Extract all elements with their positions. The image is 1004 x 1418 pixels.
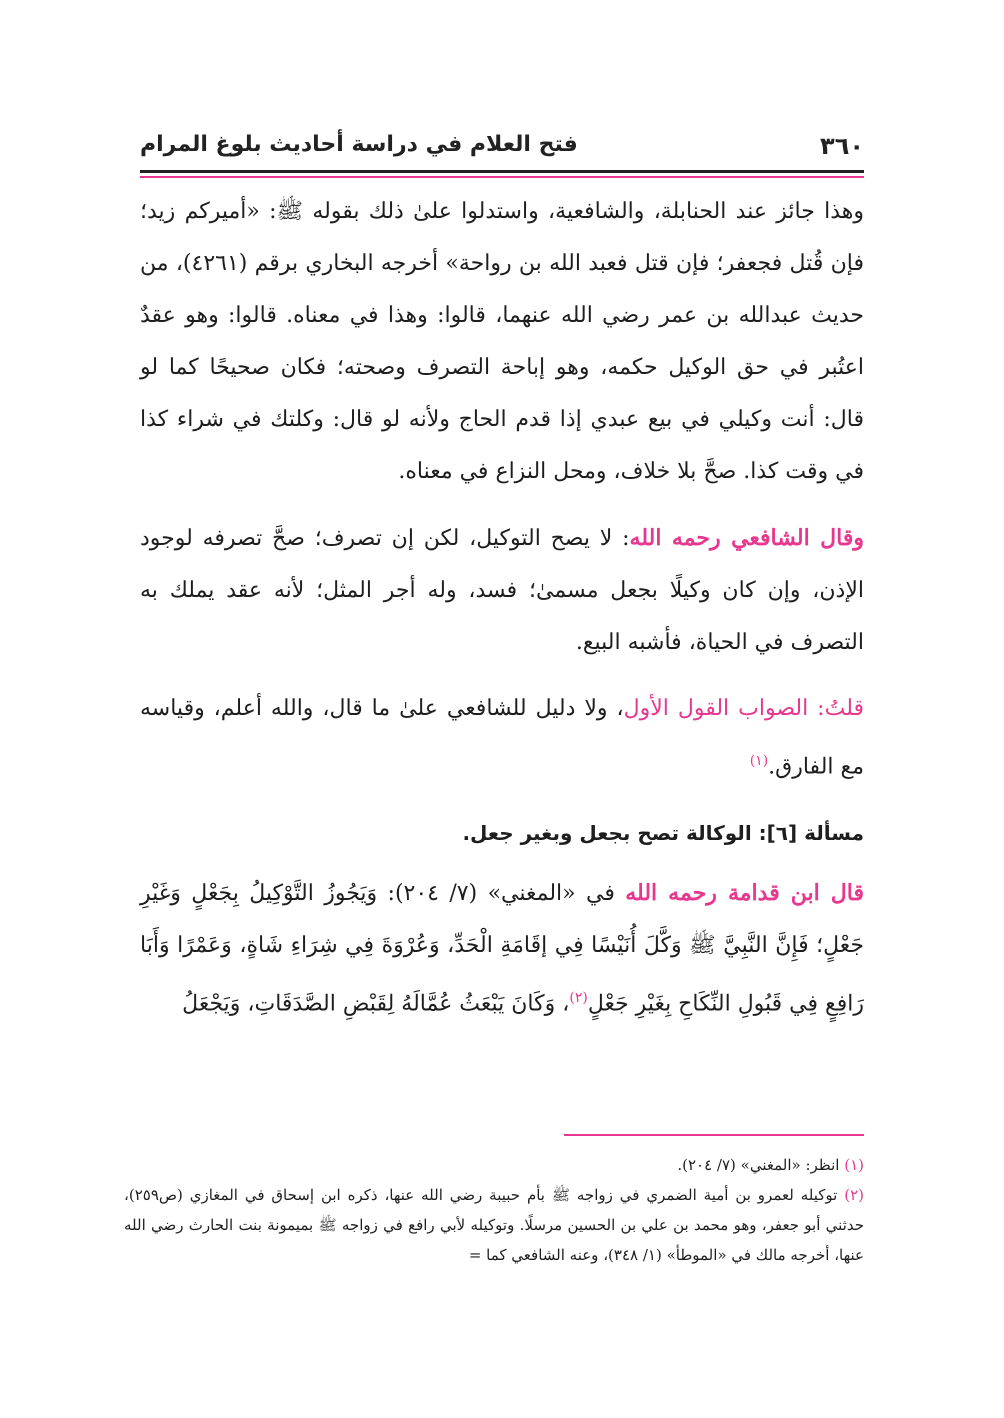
shafii-lead: وقال الشافعي رحمه الله	[629, 525, 864, 551]
paragraph-3-text: ، ولا دليل للشافعي علىٰ ما قال، والله أعلم، وقياسه مع الفارق.	[140, 696, 864, 780]
footnote-text: انظر: «المغني» (٧/ ٢٠٤).	[677, 1156, 840, 1174]
page-header	[140, 128, 864, 168]
footnote-number: (٢)	[844, 1186, 864, 1204]
paragraph-4	[140, 867, 864, 1030]
book-title: فتح العلام في دراسة أحاديث بلوغ المرام	[140, 132, 578, 157]
footnote-rule	[564, 1134, 864, 1136]
header-rule-dark	[140, 170, 864, 173]
footnote-ref-1[interactable]: (١)	[749, 753, 769, 769]
footnote-1	[124, 1150, 864, 1180]
footnote-text: توكيله لعمرو بن أمية الضمري في زواجه ﷺ بأم حبيبة رضي الله عنها، ذكره ابن إسحاق في المغازي (ص٢٥٩)، حدثني أبو جعفر، وهو محمد بن علي بن الحسين مرسلًا. وتوكيله لأبي رافع في زواجه ﷺ بميمونة بنت الحارث رضي الله عنها، أخرجه مالك في «الموطأ» (١/ ٣٤٨)، وعنه الشافعي كما =	[124, 1186, 864, 1264]
footnotes	[124, 1150, 864, 1270]
header-rule-pink	[140, 176, 864, 178]
footnote-ref-2[interactable]: (٢)	[569, 990, 588, 1007]
paragraph-4-tail: ، وَكَانَ يَبْعَثُ عُمَّالَهُ لِقَبْضِ الصَّدَقَاتِ، وَيَجْعَلُ	[182, 991, 570, 1017]
paragraph-2-text: : لا يصح التوكيل، لكن إن تصرف؛ صحَّ تصرفه لوجود الإذن، وإن كان وكيلًا بجعل مسمىٰ؛ فسد، وله أجر المثل؛ لأنه عقد يملك به التصرف في الحياة، فأشبه البيع.	[140, 526, 864, 655]
footnote-number: (١)	[844, 1156, 864, 1174]
footnote-2	[124, 1180, 864, 1270]
author-opinion-lead: قلتُ: الصواب القول الأول	[623, 696, 864, 721]
page-number: ٣٦٠	[820, 132, 864, 160]
paragraph-3	[140, 683, 864, 793]
main-text	[140, 186, 864, 1045]
ibn-qudama-lead: قال ابن قدامة رحمه الله	[625, 880, 864, 907]
paragraph-1: وهذا جائز عند الحنابلة، والشافعية، واستدلوا علىٰ ذلك بقوله ﷺ: «أميركم زيد؛ فإن قُتل فجعفر؛ فإن قتل فعبد الله بن رواحة» أخرجه البخاري برقم (٤٢٦١)، من حديث عبدالله بن عمر رضي الله عنهما، قالوا: وهذا في معناه. قالوا: وهو عقدٌ اعتُبر في حق الوكيل حكمه، وهو إباحة التصرف وصحته؛ فكان صحيحًا كما لو قال: أنت وكيلي في بيع عبدي إذا قدم الحاج ولأنه لو قال: وكلتك في شراء كذا في وقت كذا. صحَّ بلا خلاف، ومحل النزاع في معناه.	[140, 199, 864, 484]
paragraph-2	[140, 512, 864, 669]
paragraph-4-text: في «المغني» (٧/ ٢٠٤): وَيَجُوزُ التَّوْكِيلُ بِجَعْلٍ وَغَيْرِ جَعْلٍ؛ فَإِنَّ النَّبِيَّ ﷺ وَكَّلَ أُنَيْسًا فِي إقَامَةِ الْحَدِّ، وَعُرْوَةَ فِي شِرَاءِ شَاةٍ، وَعَمْرًا وَأَبَا رَافِعٍ فِي قَبُولِ النِّكَاحِ بِغَيْرِ جَعْلٍ	[140, 881, 864, 1017]
masala-heading: مسألة [٦]: الوكالة تصح بجعل وبغير جعل.	[462, 821, 864, 846]
